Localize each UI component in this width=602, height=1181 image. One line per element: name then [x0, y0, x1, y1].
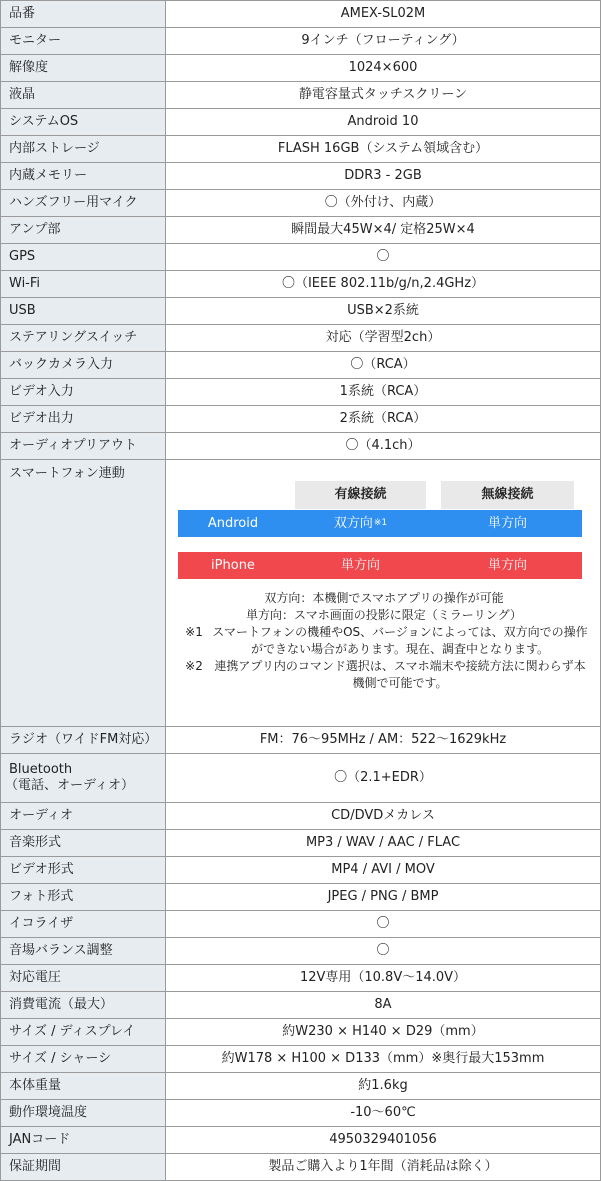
- spec-label: ハンズフリー用マイク: [1, 190, 166, 217]
- spec-value: 2系統（RCA）: [166, 406, 601, 433]
- spec-label: ビデオ形式: [1, 857, 166, 884]
- spec-label: バックカメラ入力: [1, 352, 166, 379]
- android-label: Android: [207, 516, 259, 531]
- bluetooth-label-line1: Bluetooth: [9, 762, 73, 777]
- footnote-1-text: スマートフォンの機種やOS、バージョンによっては、双方向での操作ができない場合があります。現在、調査中となります。: [212, 625, 588, 656]
- table-row: [1, 28, 601, 55]
- spec-value: 〇（RCA）: [166, 352, 601, 379]
- spec-label: 音場バランス調整: [1, 938, 166, 965]
- bluetooth-label-line2: （電話、オーディオ）: [5, 778, 134, 793]
- spec-value: FLASH 16GB（システム領域含む）: [166, 136, 601, 163]
- spec-label: ビデオ出力: [1, 406, 166, 433]
- column-header-wireless: 無線接続: [441, 481, 574, 509]
- smartphone-notes: [178, 590, 590, 692]
- table-row: [1, 1127, 601, 1154]
- spec-value: 〇（4.1ch）: [166, 433, 601, 460]
- spec-value-radio: FM：76〜95MHz / AM：522〜1629kHz: [166, 727, 601, 754]
- footnote-1-mark: ※1: [185, 625, 203, 639]
- spec-label: イコライザ: [1, 911, 166, 938]
- table-row: [1, 830, 601, 857]
- android-wired-cell: [295, 510, 426, 537]
- smartphone-section: [1, 460, 601, 803]
- table-row: [1, 406, 601, 433]
- iphone-label: iPhone: [211, 558, 255, 573]
- spec-label-radio: ラジオ（ワイドFM対応）: [1, 727, 166, 754]
- table-row: [1, 136, 601, 163]
- table-row-bluetooth: [1, 754, 601, 803]
- spec-label: ステアリングスイッチ: [1, 325, 166, 352]
- spec-label: オーディオプリアウト: [1, 433, 166, 460]
- footnote-2-text: 連携アプリ内のコマンド選択は、スマホ端末や接続方法に関わらず本機側で可能です。: [214, 659, 586, 690]
- spec-value: 静電容量式タッチスクリーン: [166, 82, 601, 109]
- spec-rows-bottom: [1, 803, 601, 1181]
- spec-value: DDR3 - 2GB: [166, 163, 601, 190]
- android-row: [178, 510, 582, 537]
- table-row: [1, 911, 601, 938]
- android-wired-note: ※1: [373, 518, 388, 528]
- spec-label: 消費電流（最大）: [1, 992, 166, 1019]
- android-wired-value: 双方向: [333, 516, 373, 531]
- spec-label: サイズ / シャーシ: [1, 1046, 166, 1073]
- spec-value: JPEG / PNG / BMP: [166, 884, 601, 911]
- spec-label: フォト形式: [1, 884, 166, 911]
- spec-label: Wi-Fi: [1, 271, 166, 298]
- table-row: [1, 163, 601, 190]
- spec-value: 対応（学習型2ch）: [166, 325, 601, 352]
- table-row: [1, 298, 601, 325]
- spec-label: 解像度: [1, 55, 166, 82]
- table-row: [1, 217, 601, 244]
- spec-label: システムOS: [1, 109, 166, 136]
- spec-label: GPS: [1, 244, 166, 271]
- table-row: [1, 1019, 601, 1046]
- table-row: [1, 55, 601, 82]
- table-row: [1, 244, 601, 271]
- spec-value: 8A: [166, 992, 601, 1019]
- table-row: [1, 1, 601, 28]
- smartphone-cell: [166, 460, 601, 727]
- table-row: [1, 325, 601, 352]
- table-row: [1, 433, 601, 460]
- table-row: [1, 379, 601, 406]
- spec-value: 4950329401056: [166, 1127, 601, 1154]
- table-row-radio: [1, 727, 601, 754]
- spec-label: JANコード: [1, 1127, 166, 1154]
- spec-value: MP3 / WAV / AAC / FLAC: [166, 830, 601, 857]
- table-row: [1, 1046, 601, 1073]
- spec-value: 〇: [166, 938, 601, 965]
- table-row: [1, 938, 601, 965]
- spec-rows-top: [1, 1, 601, 460]
- spec-value: 約W230 × H140 × D29（mm）: [166, 1019, 601, 1046]
- spec-label: 品番: [1, 1, 166, 28]
- note-unidirectional: 単方向：スマホ画面の投影に限定（ミラーリング）: [246, 608, 522, 622]
- spec-value: MP4 / AVI / MOV: [166, 857, 601, 884]
- table-row: [1, 1100, 601, 1127]
- spec-value: AMEX-SL02M: [166, 1, 601, 28]
- spec-label: モニター: [1, 28, 166, 55]
- spec-value: 1系統（RCA）: [166, 379, 601, 406]
- spec-label: 音楽形式: [1, 830, 166, 857]
- spec-label: 動作環境温度: [1, 1100, 166, 1127]
- iphone-wireless-value: 単方向: [487, 558, 527, 573]
- table-row: [1, 884, 601, 911]
- android-wireless-value: 単方向: [487, 516, 527, 531]
- table-row-smartphone: [1, 460, 601, 727]
- spec-value-bluetooth: 〇（2.1+EDR）: [166, 754, 601, 803]
- spec-value: 製品ご購入より1年間（消耗品は除く）: [166, 1154, 601, 1181]
- table-row: [1, 803, 601, 830]
- spec-label-bluetooth: [1, 754, 166, 803]
- spec-value: 約1.6kg: [166, 1073, 601, 1100]
- iphone-row: [178, 552, 582, 579]
- spec-label: 液晶: [1, 82, 166, 109]
- spec-value: USB×2系統: [166, 298, 601, 325]
- table-row: [1, 109, 601, 136]
- spec-value: -10〜60℃: [166, 1100, 601, 1127]
- spec-label: 保証期間: [1, 1154, 166, 1181]
- footnote-1: [178, 624, 590, 658]
- spec-label-smartphone: スマートフォン連動: [1, 460, 166, 727]
- table-row: [1, 1154, 601, 1181]
- table-row: [1, 271, 601, 298]
- spec-value: 1024×600: [166, 55, 601, 82]
- spec-label: アンプ部: [1, 217, 166, 244]
- smartphone-matrix: [166, 460, 600, 726]
- spec-label: 本体重量: [1, 1073, 166, 1100]
- spec-value: 瞬間最大45W×4/ 定格25W×4: [166, 217, 601, 244]
- note-bidirectional: 双方向：本機側でスマホアプリの操作が可能: [264, 591, 504, 605]
- table-row: [1, 857, 601, 884]
- spec-value: 〇: [166, 244, 601, 271]
- spec-value: 12V専用（10.8V〜14.0V）: [166, 965, 601, 992]
- table-row: [1, 352, 601, 379]
- spec-label: USB: [1, 298, 166, 325]
- spec-value: 9インチ（フローティング）: [166, 28, 601, 55]
- spec-value: 〇（外付け、内蔵）: [166, 190, 601, 217]
- spec-value: CD/DVDメカレス: [166, 803, 601, 830]
- spec-label: サイズ / ディスプレイ: [1, 1019, 166, 1046]
- spec-label: ビデオ入力: [1, 379, 166, 406]
- table-row: [1, 965, 601, 992]
- spec-value: 約W178 × H100 × D133（mm）※奥行最大153mm: [166, 1046, 601, 1073]
- spec-value: 〇: [166, 911, 601, 938]
- footnote-2-mark: ※2: [185, 659, 203, 673]
- iphone-wired-value: 単方向: [340, 558, 380, 573]
- footnote-2: [178, 658, 590, 692]
- spec-value: 〇（IEEE 802.11b/g/n,2.4GHz）: [166, 271, 601, 298]
- table-row: [1, 190, 601, 217]
- column-header-wired: 有線接続: [295, 481, 426, 509]
- spec-label: オーディオ: [1, 803, 166, 830]
- spec-value: Android 10: [166, 109, 601, 136]
- table-row: [1, 992, 601, 1019]
- spec-label: 内部ストレージ: [1, 136, 166, 163]
- spec-label: 対応電圧: [1, 965, 166, 992]
- spec-label: 内蔵メモリー: [1, 163, 166, 190]
- table-row: [1, 1073, 601, 1100]
- table-row: [1, 82, 601, 109]
